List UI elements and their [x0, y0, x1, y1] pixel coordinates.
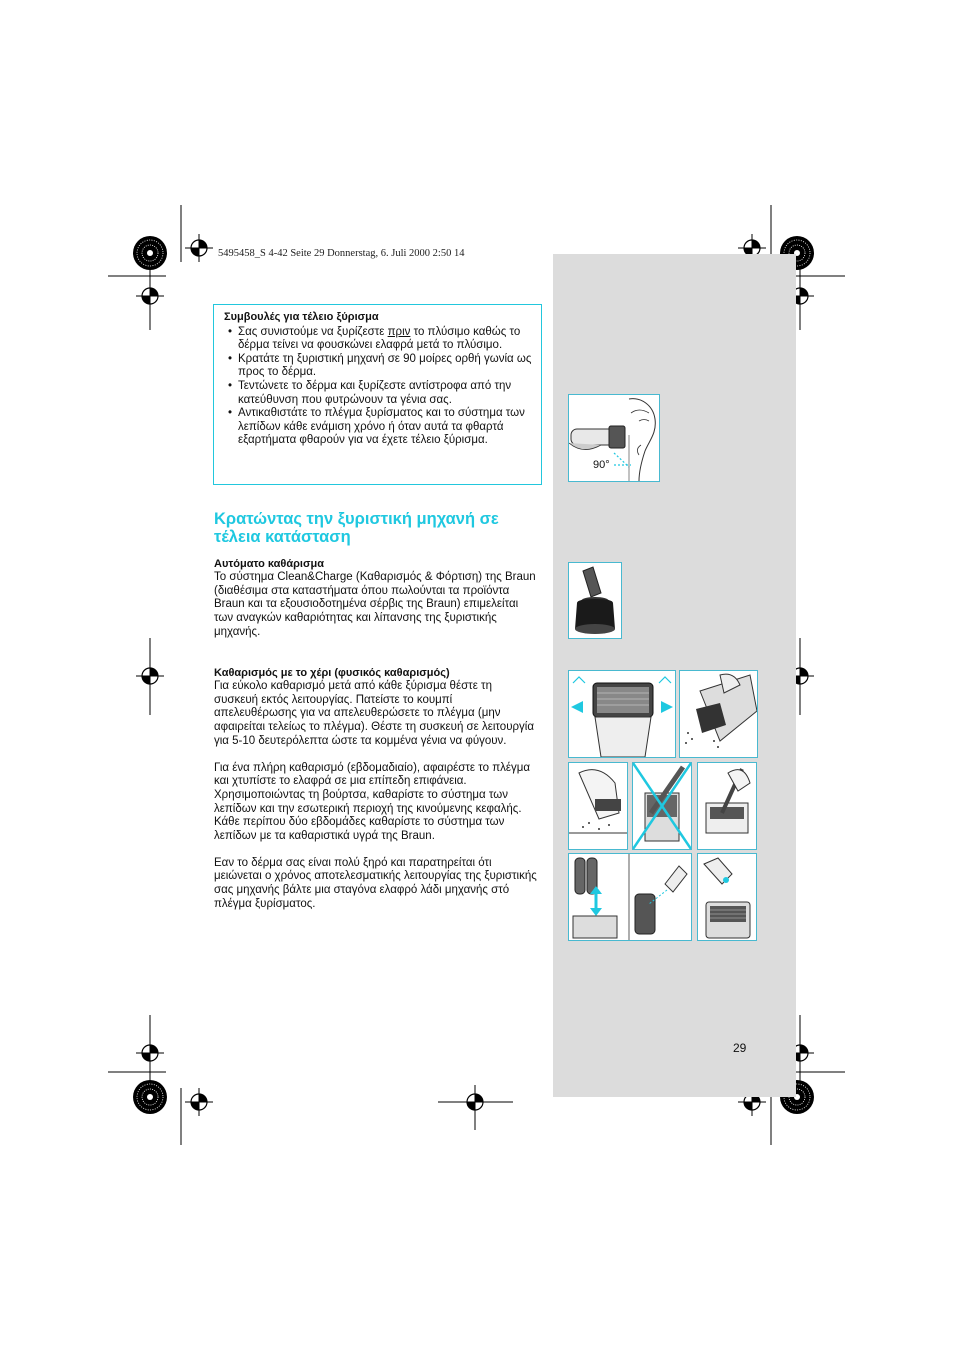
manual-cleaning-title: Καθαρισμός με το χέρι (φυσικός καθαρισμός) [214, 667, 450, 679]
foil-release-illustration [568, 670, 676, 758]
tip-item [224, 407, 535, 448]
tap-foil-illustration [568, 762, 628, 850]
print-meta: 5495458_S 4-42 Seite 29 Donnerstag, 6. Juli 2000 2:50 14 [218, 248, 465, 259]
tip-underline: πριν [387, 325, 411, 338]
auto-cleaning-title: Αυτόματο καθάρισμα [214, 558, 324, 570]
clean-charge-illustration [568, 562, 622, 639]
tip-item [224, 353, 535, 380]
page-number: 29 [733, 1041, 747, 1055]
manual-cleaning-paragraph: Εαν το δέρμα σας είναι πολύ ξηρό και παρατηρείται ότι μειώνεται ο χρόνος αποτελεσματικής λειτουργίας της ξυριστικής σας μηχανής βάλτε μια σταγόνα ελαφρό λάδι μηχανής στό πλέγμα ξυρίσματος. [214, 856, 537, 910]
manual-cleaning-paragraph: Για εύκολο καθαρισμό μετά από κάθε ξύρισμα θέστε τη συσκευή εκτός λειτουργίας. Πατείστε το κουμπί απελευθέρωσης για να απελευθερώσετε το πλέγμα (μην αφαιρείται τελείως το πλέγμα). Θέστε τη συσκευή σε λειτουργία για 5-10 δευτερόλεπτα ώστε τα κομμένα γένια να φύγουν. [214, 680, 534, 747]
cutter-oil-illustration [568, 853, 692, 941]
tips-list [224, 326, 535, 448]
shaver-side-icon [680, 671, 757, 757]
cleaning-station-icon [569, 563, 621, 638]
oil-bottle-icon [698, 854, 756, 940]
tip-text: το πλύσιμο καθώς το δέρμα τείνει να φουσκώνει ελαφρά μετά το πλύσιμο. [238, 325, 521, 352]
hand-foil-icon [569, 763, 627, 849]
brush-foil-icon [633, 763, 691, 849]
auto-cleaning-text: Το σύστημα Clean&Charge (Καθαρισμός & Φόρτιση) της Braun (διαθέσιμα στα καταστήματα όπου πωλούνται τα προϊόντα Braun και τα εξουσιοδοτημένα σέρβις της Braun) επιμελείται των αναγκών καθαριότητας και λίπανσης της ξυριστικής μηχανής. [214, 571, 536, 638]
tip-item [224, 326, 535, 353]
angle-label: 90° [593, 459, 610, 471]
tip-text: Κρατάτε τη ξυριστική μηχανή σε 90 μοίρες ορθή γωνία ως προς το δέρμα. [238, 352, 532, 379]
tip-text: Τεντώνετε το δέρμα και ξυρίζεστε αντίστροφα από την κατεύθυνση που φυτρώνουν τα γένια σας. [238, 379, 512, 406]
tip-item [224, 380, 535, 407]
tips-title: Συμβουλές για τέλειο ξύρισμα [224, 311, 379, 323]
do-not-brush-foil-illustration [632, 762, 692, 850]
tap-shaver-illustration [679, 670, 758, 758]
manual-cleaning-section [214, 667, 538, 912]
oil-foil-illustration [697, 853, 757, 941]
manual-cleaning-paragraph: Για ένα πλήρη καθαρισμό (εβδομαδιαίο), αφαιρέστε το πλέγμα και χτυπίστε το ελαφρά σε μια επίπεδη επιφάνεια. Χρησιμοποιώντας τη βούρτσα, καθαρίστε το σύστημα των λεπίδων και την εσωτερική περιοχή της κινούμενης κεφαλής. Κάθε περίπου δύο εβδομάδες καθαρίστε το σύστημα των λεπίδων με τα καθαριστικά υγρά της Braun. [214, 761, 531, 843]
brush-cutter-illustration [697, 762, 757, 850]
tip-text: Σας συνιστούμε να ξυρίζεστε [238, 325, 388, 338]
auto-cleaning-section [214, 558, 538, 640]
cutter-block-icon [569, 854, 691, 940]
brush-cutter-icon [698, 763, 756, 849]
tips-box [213, 304, 542, 485]
tip-text: Αντικαθιστάτε το πλέγμα ξυρίσματος και το σύστημα των λεπίδων κάθε ενάμιση χρόνο ή όταν αυτά τα φθαρτά εξαρτήματα φθαρούν για να έχετε τέλειο ξύρισμα. [238, 407, 525, 447]
shaver-head-icon [569, 671, 675, 757]
shaving-angle-illustration [568, 394, 660, 482]
section-title: Κρατώντας την ξυριστική μηχανή σε τέλεια κατάσταση [214, 510, 499, 546]
face-shaver-icon [569, 395, 659, 481]
